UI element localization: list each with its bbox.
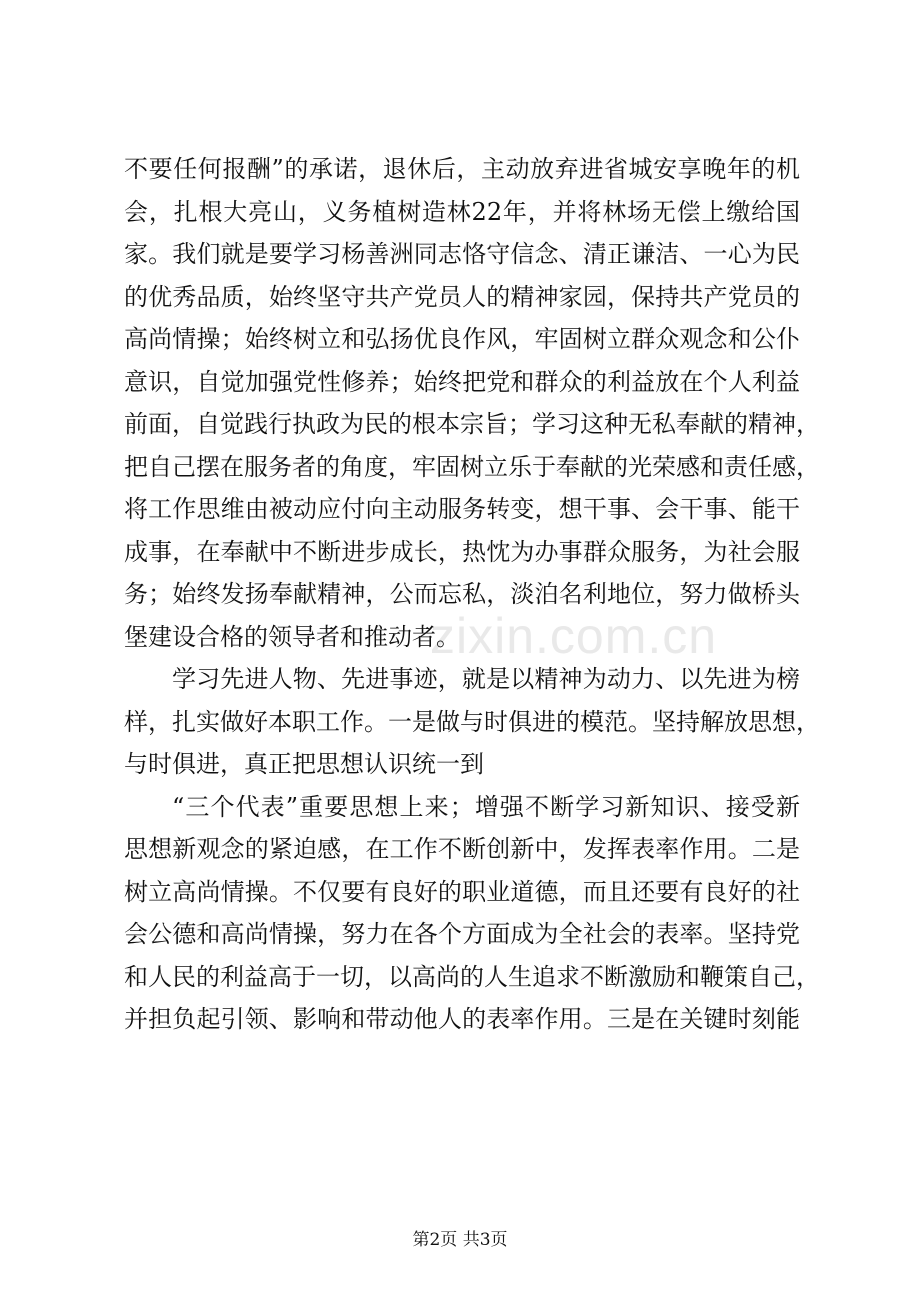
text-line: 与时俱进，真正把思想认识统一到	[124, 750, 484, 778]
watermark: zixin.com.cn	[430, 608, 718, 664]
text-line: 堡建设合格的领导者和推动者。	[124, 622, 460, 651]
text-line: 树立高尚情操。不仅要有良好的职业道德，而且还要有良好的社	[124, 877, 800, 906]
page-footer: 第2页 共3页	[412, 1230, 508, 1250]
body-text	[124, 148, 820, 1041]
text-line: 会公德和高尚情操，努力在各个方面成为全社会的表率。坚持党	[124, 920, 800, 948]
text-line: 家。我们就是要学习杨善洲同志恪守信念、清正谦洁、一心为民	[124, 240, 800, 268]
text-line: 意识，自觉加强党性修养；始终把党和群众的利益放在个人利益	[124, 367, 800, 396]
text-line: 前面，自觉践行执政为民的根本宗旨；学习这种无私奉献的精神，	[124, 410, 820, 438]
text-line: “三个代表”重要思想上来；增强不断学习新知识、接受新	[172, 792, 800, 821]
text-line: 成事，在奉献中不断进步成长，热忱为办事群众服务，为社会服	[124, 537, 800, 566]
text-line: 把自己摆在服务者的角度，牢固树立乐于奉献的光荣感和责任感，	[124, 452, 820, 481]
text-line: 的优秀品质，始终坚守共产党员人的精神家园，保持共产党员的	[124, 282, 800, 311]
text-line: 会，扎根大亮山，义务植树造林22年，并将林场无偿上缴给国	[124, 197, 800, 226]
text-line: 不要任何报酬”的承诺，退休后，主动放弃进省城安享晚年的机	[124, 155, 800, 183]
text-line: 并担负起引领、影响和带动他人的表率作用。三是在关键时刻能	[124, 1005, 800, 1033]
text-line: 和人民的利益高于一切，以高尚的人生追求不断激励和鞭策自己，	[124, 962, 820, 991]
text-line: 思想新观念的紧迫感，在工作不断创新中，发挥表率作用。二是	[124, 835, 800, 863]
text-line: 务；始终发扬奉献精神，公而忘私，淡泊名利地位，努力做桥头	[124, 580, 800, 608]
text-line: 样，扎实做好本职工作。一是做与时俱进的模范。坚持解放思想，	[124, 707, 820, 736]
text-line: 将工作思维由被动应付向主动服务转变，想干事、会干事、能干	[124, 495, 800, 523]
text-line: 高尚情操；始终树立和弘扬优良作风，牢固树立群众观念和公仆	[124, 325, 800, 353]
text-line: 学习先进人物、先进事迹，就是以精神为动力、以先进为榜	[172, 665, 800, 693]
